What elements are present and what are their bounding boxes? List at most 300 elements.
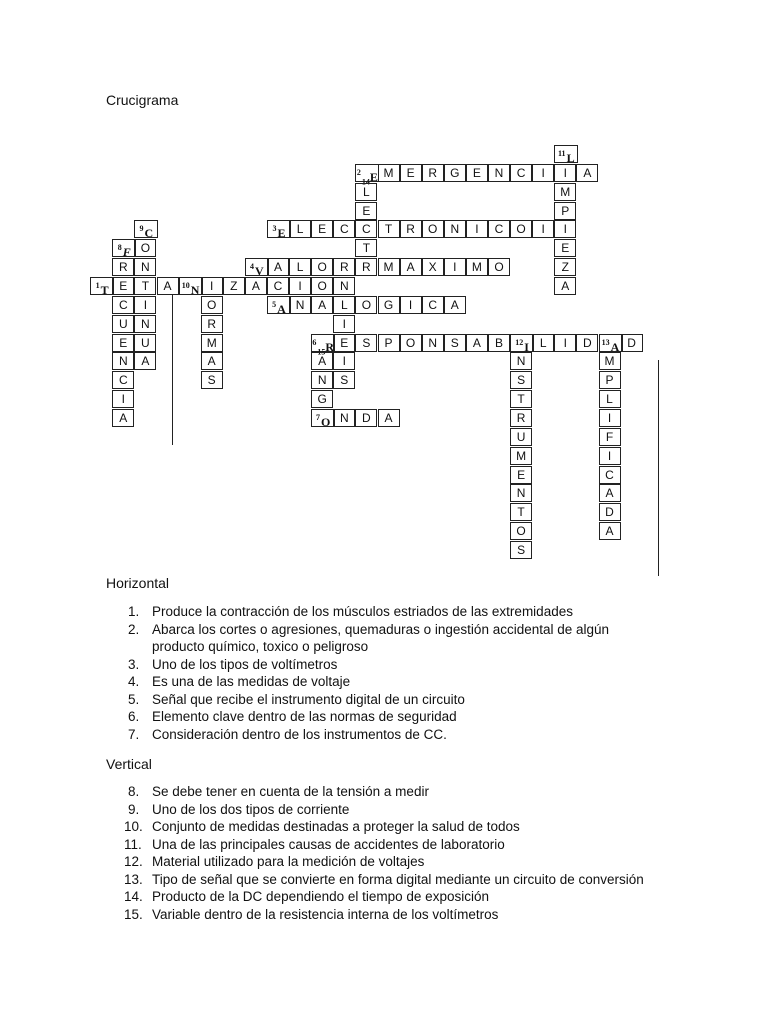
- crossword-cell: [267, 258, 289, 276]
- crossword-cell: [422, 220, 444, 238]
- crossword-cell: [554, 220, 576, 238]
- crossword-cell: [378, 334, 400, 352]
- cell-letter: E: [517, 467, 526, 482]
- cell-letter: N: [141, 316, 150, 331]
- cell-letter: T: [517, 392, 525, 407]
- cell-letter: A: [163, 279, 172, 293]
- crossword-cell: [576, 334, 598, 352]
- crossword-cell: [112, 352, 134, 370]
- crossword-cell: [355, 183, 377, 201]
- cell-letter: N: [118, 354, 128, 369]
- clue-number: 13.: [124, 871, 143, 887]
- crossword-cell: [333, 296, 355, 314]
- clue-item: [124, 836, 644, 854]
- crossword-cell: [599, 409, 621, 427]
- clue-item: [128, 638, 609, 656]
- clue-text: Uno de los tipos de voltímetros: [152, 656, 338, 672]
- crossword-cell: [554, 183, 576, 201]
- clue-number-secondary: 14: [361, 177, 370, 187]
- cell-letter: L: [296, 222, 304, 237]
- cell-letter: O: [140, 241, 151, 256]
- crossword-cell: [488, 258, 510, 276]
- crossword-cell: [400, 258, 422, 276]
- cell-letter: N: [516, 486, 526, 501]
- crossword-cell: [267, 277, 289, 295]
- cell-letter: B: [494, 335, 503, 350]
- cell-letter: U: [118, 316, 128, 331]
- cell-letter: N: [295, 297, 305, 312]
- crossword-cell: [444, 258, 466, 276]
- horizontal-heading: Horizontal: [106, 575, 170, 591]
- crossword-cell: [599, 334, 623, 352]
- cell-letter: I: [210, 279, 214, 293]
- crossword-cell: [333, 277, 355, 295]
- cell-letter: T: [384, 222, 393, 237]
- crossword-cell: [466, 334, 488, 352]
- crossword-cell: [599, 484, 621, 502]
- crossword-cell: [599, 503, 621, 521]
- crossword-cell: [267, 296, 291, 314]
- cell-letter: R: [207, 316, 217, 331]
- crossword-cell: [134, 296, 156, 314]
- crossword-cell: [112, 390, 134, 408]
- crossword-cell: [289, 296, 311, 314]
- cell-letter: X: [428, 260, 437, 275]
- vertical-heading: Vertical: [106, 756, 152, 772]
- cell-letter: S: [362, 335, 371, 350]
- cell-letter: I: [408, 297, 413, 312]
- crossword-cell: [444, 334, 466, 352]
- cell-letter: O: [317, 279, 327, 293]
- cell-letter: A: [273, 260, 282, 275]
- crossword-cell: [134, 220, 158, 241]
- crossword-cell: [599, 371, 621, 389]
- cell-letter: O: [428, 222, 438, 237]
- cell-letter: M: [471, 260, 482, 275]
- clue-number: 12.: [124, 854, 143, 869]
- crossword-cell: [134, 315, 156, 333]
- clue-number: 9: [139, 224, 144, 234]
- crossword-cell: [466, 258, 488, 276]
- cell-letter: E: [406, 165, 415, 180]
- clue-number: 1: [95, 281, 100, 290]
- crossword-cell: [621, 334, 643, 352]
- vertical-clue-list: [124, 783, 644, 923]
- crossword-cell: [311, 334, 335, 356]
- cell-letter: I: [541, 165, 545, 180]
- crossword-cell: [422, 164, 444, 182]
- crossword-cell: [112, 239, 136, 260]
- crossword-cell: [422, 258, 444, 276]
- crossword-cell: [112, 371, 134, 389]
- cell-letter: N: [339, 279, 349, 293]
- cell-letter: T: [362, 241, 371, 256]
- crossword-cell: [510, 164, 532, 182]
- crossword-cell: [510, 220, 532, 238]
- clue-number-secondary: 15: [317, 346, 326, 356]
- cell-letter: I: [607, 410, 612, 425]
- grid-divider-line: [172, 295, 173, 445]
- crossword-cell: [510, 503, 532, 521]
- crossword-cell: [599, 522, 621, 540]
- cell-letter: S: [450, 335, 459, 350]
- cell-letter: A: [472, 335, 481, 350]
- cell-letter: I: [342, 354, 346, 369]
- clue-item: [128, 656, 609, 674]
- cell-letter: S: [517, 373, 526, 388]
- crossword-cell: [599, 352, 621, 370]
- cell-letter: L: [566, 151, 575, 165]
- crossword-cell: [488, 164, 510, 182]
- crossword-cell: [201, 277, 223, 295]
- crossword-cell: [554, 164, 576, 182]
- cell-letter: V: [255, 264, 264, 279]
- crossword-cell: [510, 371, 532, 389]
- cell-letter: T: [141, 279, 150, 293]
- clue-number: 8.: [128, 784, 140, 799]
- clue-text: Se debe tener en cuenta de la tensión a medir: [152, 784, 429, 799]
- crossword-cell: [201, 296, 223, 314]
- clue-number: 5: [272, 299, 277, 309]
- crossword-cell: [554, 145, 578, 163]
- clue-text: Material utilizado para la medición de voltajes: [152, 854, 425, 869]
- crossword-cell: [134, 258, 156, 276]
- clue-number: 9.: [128, 801, 140, 817]
- crossword-cell: [444, 220, 466, 238]
- crossword-cell: [333, 334, 355, 352]
- clue-text: Una de las principales causas de accidentes de laboratorio: [152, 836, 505, 852]
- cell-letter: R: [325, 339, 335, 354]
- crossword-cell: [510, 409, 532, 427]
- crossword-cell: [333, 371, 355, 389]
- crossword-cell: [311, 371, 333, 389]
- cell-letter: N: [450, 222, 460, 237]
- cell-letter: R: [516, 410, 526, 425]
- crossword-cell: [599, 390, 621, 408]
- cell-letter: A: [605, 486, 614, 501]
- cell-letter: E: [318, 222, 327, 237]
- crossword-cell: [554, 334, 576, 352]
- cell-letter: N: [317, 373, 327, 388]
- clue-number: 3: [272, 224, 277, 234]
- cell-letter: O: [361, 297, 372, 312]
- crossword-cell: [311, 409, 335, 427]
- cell-letter: C: [362, 222, 371, 237]
- clue-item: [128, 726, 609, 744]
- clue-number: 1.: [128, 604, 140, 619]
- cell-letter: R: [339, 260, 349, 275]
- cell-letter: A: [277, 301, 286, 316]
- cell-letter: A: [141, 354, 150, 369]
- crossword-cell: [532, 164, 554, 182]
- clue-number: 4: [250, 262, 255, 272]
- cell-letter: I: [524, 339, 529, 354]
- crossword-cell: [112, 409, 134, 427]
- crossword-cell: [466, 220, 488, 238]
- clue-text: Consideración dentro de los instrumentos de CC.: [152, 726, 447, 742]
- cell-letter: E: [369, 169, 378, 184]
- cell-letter: C: [494, 222, 504, 237]
- crossword-cell: [134, 239, 156, 257]
- clue-number: 14.: [124, 889, 143, 904]
- clue-item: [128, 783, 644, 801]
- cell-letter: T: [100, 283, 109, 297]
- crossword-cell: [355, 220, 377, 238]
- cell-letter: P: [605, 373, 614, 388]
- cell-letter: I: [563, 222, 567, 237]
- cell-letter: I: [453, 260, 457, 275]
- clue-text: Produce la contracción de los músculos estriados de las extremidades: [152, 604, 573, 619]
- clue-item: [128, 801, 644, 819]
- crossword-cell: [90, 277, 114, 295]
- cell-letter: E: [340, 335, 349, 350]
- clue-item: [124, 906, 644, 924]
- cell-letter: A: [406, 260, 415, 275]
- cell-letter: L: [296, 260, 304, 275]
- clue-text: producto químico, toxico o peligroso: [152, 639, 369, 654]
- crossword-cell: [333, 352, 355, 370]
- clue-item: [124, 888, 644, 906]
- cell-letter: C: [144, 226, 154, 241]
- cell-letter: T: [517, 505, 525, 520]
- crossword-cell: [599, 447, 621, 465]
- crossword-cell: [311, 352, 333, 370]
- crossword-cell: [510, 334, 534, 352]
- crossword-cell: [554, 202, 576, 220]
- crossword-cell: [488, 220, 510, 238]
- clue-text: Uno de los dos tipos de corriente: [152, 801, 350, 817]
- clue-number: 10.: [124, 819, 143, 834]
- clue-number: 6: [312, 337, 317, 347]
- cell-letter: D: [627, 335, 636, 350]
- cell-letter: S: [340, 373, 349, 388]
- cell-letter: I: [563, 165, 567, 180]
- cell-letter: A: [318, 354, 327, 369]
- cell-letter: O: [321, 414, 331, 429]
- crossword-cell: [289, 220, 311, 238]
- crossword-cell: [333, 315, 355, 333]
- cell-letter: S: [517, 542, 526, 557]
- crossword-cell: [201, 315, 223, 333]
- cell-letter: I: [607, 448, 612, 463]
- crossword-cell: [289, 277, 311, 295]
- crossword-cell: [333, 258, 355, 276]
- cell-letter: G: [383, 297, 394, 312]
- cell-letter: A: [450, 297, 459, 312]
- clue-text: Tipo de señal que se convierte en forma digital mediante un circuito de conversión: [152, 871, 644, 887]
- crossword-cell: [378, 164, 400, 182]
- cell-letter: E: [277, 226, 286, 241]
- cell-letter: M: [516, 448, 527, 463]
- crossword-cell: [311, 296, 333, 314]
- crossword-cell: [510, 541, 532, 559]
- cell-letter: C: [516, 165, 526, 180]
- cell-letter: E: [119, 335, 128, 350]
- cell-letter: I: [143, 297, 148, 312]
- crossword-cell: [245, 277, 267, 295]
- cell-letter: A: [583, 165, 592, 180]
- cell-letter: A: [384, 410, 393, 425]
- crossword-cell: [311, 220, 333, 238]
- clue-text: Elemento clave dentro de las normas de seguridad: [152, 709, 457, 724]
- crossword-cell: [245, 258, 269, 279]
- clue-number: 8: [117, 243, 122, 253]
- clue-item: [128, 673, 609, 691]
- crossword-cell: [201, 334, 223, 352]
- cell-letter: O: [207, 297, 217, 312]
- cell-letter: S: [207, 373, 216, 388]
- clue-item: [124, 871, 644, 889]
- cell-letter: E: [362, 203, 371, 218]
- grid-divider-line: [658, 360, 659, 576]
- crossword-cell: [466, 164, 488, 182]
- clue-number: 2.: [128, 621, 140, 637]
- crossword-cell: [179, 277, 203, 295]
- crossword-cell: [400, 334, 422, 352]
- cell-letter: I: [298, 279, 302, 293]
- crossword-cell: [400, 164, 422, 182]
- crossword-cell: [201, 371, 223, 389]
- clue-item: [128, 708, 609, 726]
- crossword-cell: [510, 428, 532, 446]
- crossword-cell: [355, 239, 377, 257]
- clue-text: Producto de la DC dependiendo el tiempo de exposición: [152, 889, 489, 904]
- cell-letter: P: [384, 335, 393, 350]
- crossword-cell: [289, 258, 311, 276]
- crossword-cell: [311, 258, 333, 276]
- crossword-cell: [510, 447, 532, 465]
- clue-text: Abarca los cortes o agresiones, quemaduras o ingestión accidental de algún: [152, 621, 610, 637]
- cell-letter: U: [516, 429, 526, 444]
- crossword-cell: [112, 258, 134, 276]
- crossword-cell: [510, 390, 532, 408]
- crossword-cell: [422, 296, 444, 314]
- crossword-cell: [599, 466, 621, 484]
- crossword-cell: [134, 277, 156, 295]
- clue-item: [128, 621, 609, 639]
- cell-letter: P: [561, 203, 570, 218]
- cell-letter: I: [541, 222, 545, 237]
- cell-letter: M: [604, 354, 615, 369]
- cell-letter: E: [119, 279, 128, 293]
- crossword-cell: [311, 277, 333, 295]
- crossword-cell: [333, 220, 355, 238]
- crossword-cell: [201, 352, 223, 370]
- page-title: Crucigrama: [106, 92, 179, 108]
- cell-letter: C: [273, 279, 283, 293]
- cell-letter: R: [118, 260, 128, 275]
- cell-letter: A: [318, 297, 327, 312]
- crossword-cell: [112, 334, 134, 352]
- crossword-cell: [223, 277, 245, 295]
- clue-number: 7: [316, 412, 321, 422]
- cell-letter: M: [383, 260, 394, 275]
- clue-item: [124, 853, 644, 871]
- crossword-cell: [112, 315, 134, 333]
- clue-number: 11: [558, 149, 566, 158]
- cell-letter: C: [605, 467, 614, 482]
- crossword-cell: [554, 239, 576, 257]
- cell-letter: C: [428, 297, 438, 312]
- clue-text: Es una de las medidas de voltaje: [152, 674, 351, 689]
- clue-number: 2: [356, 167, 361, 177]
- clue-number: 11.: [124, 836, 142, 852]
- crossword-cell: [157, 277, 179, 295]
- cell-letter: L: [606, 392, 613, 407]
- cell-letter: N: [141, 260, 150, 275]
- cell-letter: M: [383, 165, 394, 180]
- cell-letter: A: [207, 354, 216, 369]
- cell-letter: A: [561, 279, 570, 293]
- crossword-cell: [134, 334, 156, 352]
- cell-letter: R: [406, 222, 415, 237]
- crossword-cell: [378, 220, 400, 238]
- crossword-cell: [400, 220, 422, 238]
- cell-letter: N: [339, 410, 349, 425]
- cell-letter: O: [494, 260, 504, 275]
- crossword-cell: [311, 390, 333, 408]
- crossword-cell: [422, 334, 444, 352]
- clue-number: 12: [515, 337, 524, 347]
- cell-letter: M: [560, 184, 571, 199]
- clue-number: 5.: [128, 691, 140, 707]
- clue-number: 4.: [128, 674, 140, 689]
- clue-number: 13: [601, 337, 610, 347]
- crossword-cell: [510, 352, 532, 370]
- crossword-cell: [112, 296, 134, 314]
- cell-letter: G: [317, 392, 327, 407]
- cell-letter: C: [339, 222, 349, 237]
- clue-text: Señal que recibe el instrumento digital de un circuito: [152, 691, 465, 707]
- crossword-cell: [355, 202, 377, 220]
- crossword-cell: [532, 334, 554, 352]
- cell-letter: I: [563, 335, 567, 350]
- crossword-cell: [510, 484, 532, 502]
- cell-letter: O: [317, 260, 327, 275]
- crossword-cell: [378, 409, 400, 427]
- cell-letter: I: [121, 392, 125, 407]
- cell-letter: O: [516, 524, 526, 538]
- cell-letter: A: [605, 524, 614, 538]
- crossword-cell: [488, 334, 510, 352]
- cell-letter: L: [539, 335, 547, 350]
- clue-item: [128, 691, 609, 709]
- clue-text: Conjunto de medidas destinadas a proteger la salud de todos: [152, 819, 520, 834]
- cell-letter: G: [450, 165, 460, 180]
- cell-letter: D: [583, 335, 592, 350]
- clue-number: 6.: [128, 709, 140, 724]
- cell-letter: Z: [561, 260, 569, 275]
- clue-number: 3.: [128, 656, 140, 672]
- cell-letter: U: [141, 335, 150, 350]
- cell-letter: N: [428, 335, 438, 350]
- cell-letter: A: [251, 279, 260, 293]
- crossword-cell: [444, 164, 466, 182]
- crossword-cell: [554, 258, 576, 276]
- cell-letter: N: [190, 283, 200, 297]
- crossword-cell: [378, 296, 400, 314]
- cell-letter: O: [516, 222, 526, 237]
- cell-letter: A: [610, 339, 620, 354]
- cell-letter: C: [118, 297, 128, 312]
- crossword-cell: [333, 409, 355, 427]
- crossword-cell: [510, 522, 532, 540]
- crossword-cell: [599, 428, 621, 446]
- crossword-cell: [134, 352, 156, 370]
- clue-item: [124, 818, 644, 836]
- crossword-cell: [112, 277, 134, 295]
- cell-letter: M: [206, 335, 217, 350]
